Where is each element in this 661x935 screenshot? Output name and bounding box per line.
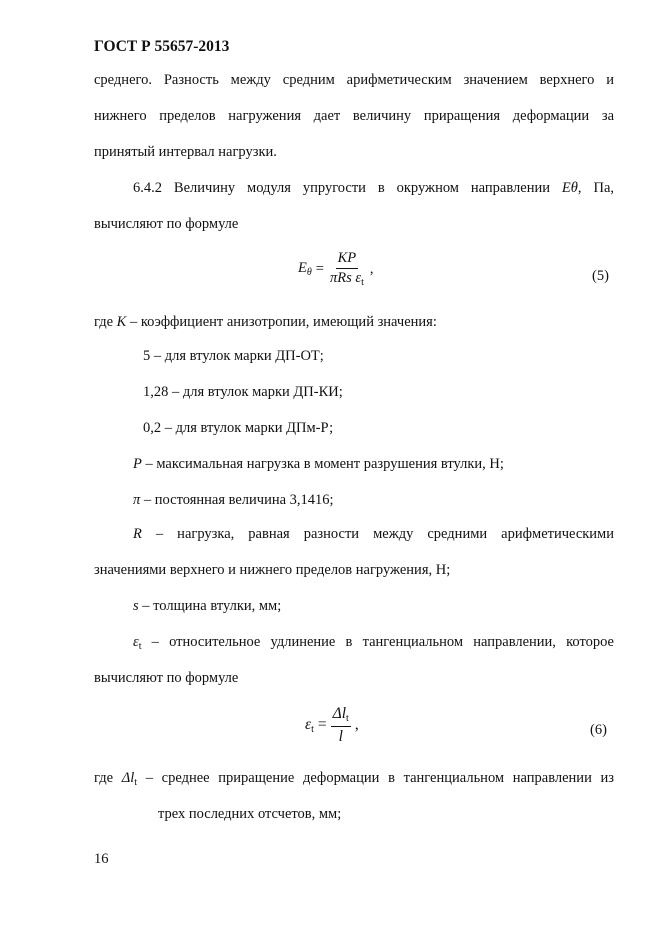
equation-number: (6)	[590, 722, 607, 738]
symbol-eps-sub: t	[138, 641, 142, 652]
def-pi	[133, 492, 334, 509]
fraction-denominator: l	[338, 727, 343, 745]
symbol-eps: ε	[133, 634, 139, 650]
where-k-line	[94, 314, 437, 331]
text-fragment: – толщина втулки, мм;	[138, 598, 282, 614]
formula-lhs-sub: θ	[306, 267, 312, 279]
symbol-r: R	[133, 526, 142, 542]
text-fragment: , Па,	[577, 180, 614, 196]
where-delta-l-line1	[94, 770, 614, 788]
paragraph-line: среднего. Разность между средним арифметическим значением верхнего и	[94, 72, 614, 88]
symbol-k: K	[116, 314, 127, 330]
where-delta-l-line2: трех последних отсчетов, мм;	[158, 806, 342, 822]
fraction-numerator	[331, 705, 351, 727]
formula-comma: ,	[369, 260, 374, 277]
text-fragment: – коэффициент анизотропии, имеющий значения:	[126, 314, 437, 330]
paragraph-line: нижнего пределов нагружения дает величину приращения деформации за	[94, 108, 614, 124]
def-eps-line2: вычисляют по формуле	[94, 670, 239, 686]
symbol-delta-l: Δl	[121, 770, 135, 786]
def-eps-line1	[133, 634, 614, 652]
formula-lhs: E	[298, 260, 307, 277]
equation-number: (5)	[592, 268, 609, 284]
fraction	[331, 705, 351, 745]
numerator-sub: t	[346, 713, 349, 724]
denominator-text: πRs ε	[329, 269, 362, 286]
k-value-item: 5 – для втулок марки ДП-ОТ;	[143, 348, 324, 364]
def-r-line1	[133, 526, 614, 543]
document-header: ГОСТ Р 55657-2013	[94, 38, 230, 55]
equals-sign: =	[315, 260, 324, 277]
text-fragment: – нагрузка, равная разности между средними арифметическими	[141, 526, 614, 542]
section-6-4-2-line	[133, 180, 614, 197]
symbol-pi: π	[133, 492, 141, 508]
formula-lhs: ε	[305, 715, 312, 733]
text-fragment: – среднее приращение деформации в тангенциальном направлении из	[137, 770, 614, 786]
text-fragment: где	[94, 314, 117, 330]
k-value-item: 0,2 – для втулок марки ДПм-Р;	[143, 420, 334, 436]
text-fragment: где	[94, 770, 122, 786]
formula-comma: ,	[354, 716, 359, 734]
symbol-p: P	[133, 456, 142, 472]
fraction-denominator	[328, 269, 366, 289]
paragraph-line: вычисляют по формуле	[94, 216, 239, 232]
fraction	[328, 250, 366, 288]
symbol-e-theta: Eθ	[561, 180, 578, 196]
text-fragment: – постоянная величина 3,1416;	[140, 492, 334, 508]
fraction-numerator: KP	[336, 250, 359, 269]
text-fragment: 6.4.2 Величину модуля упругости в окружном направлении	[133, 180, 562, 196]
def-p	[133, 456, 504, 473]
symbol-eps-t	[133, 634, 142, 650]
formula-lhs-sub: t	[311, 723, 314, 735]
symbol-s: s	[133, 598, 139, 614]
paragraph-line: принятый интервал нагрузки.	[94, 144, 277, 160]
def-s	[133, 598, 281, 615]
symbol-delta-l-sub: t	[134, 777, 138, 788]
def-r-line2: значениями верхнего и нижнего пределов нагружения, Н;	[94, 562, 451, 578]
page-number: 16	[94, 851, 109, 867]
k-value-item: 1,28 – для втулок марки ДП-КИ;	[143, 384, 343, 400]
numerator-text: Δl	[332, 705, 347, 722]
formula-6	[305, 705, 359, 745]
text-fragment: – максимальная нагрузка в момент разрушения втулки, Н;	[141, 456, 504, 472]
denominator-sub: t	[361, 276, 364, 288]
formula-5	[298, 250, 373, 288]
equals-sign: =	[317, 716, 327, 734]
text-fragment: – относительное удлинение в тангенциальном направлении, которое	[141, 634, 614, 650]
